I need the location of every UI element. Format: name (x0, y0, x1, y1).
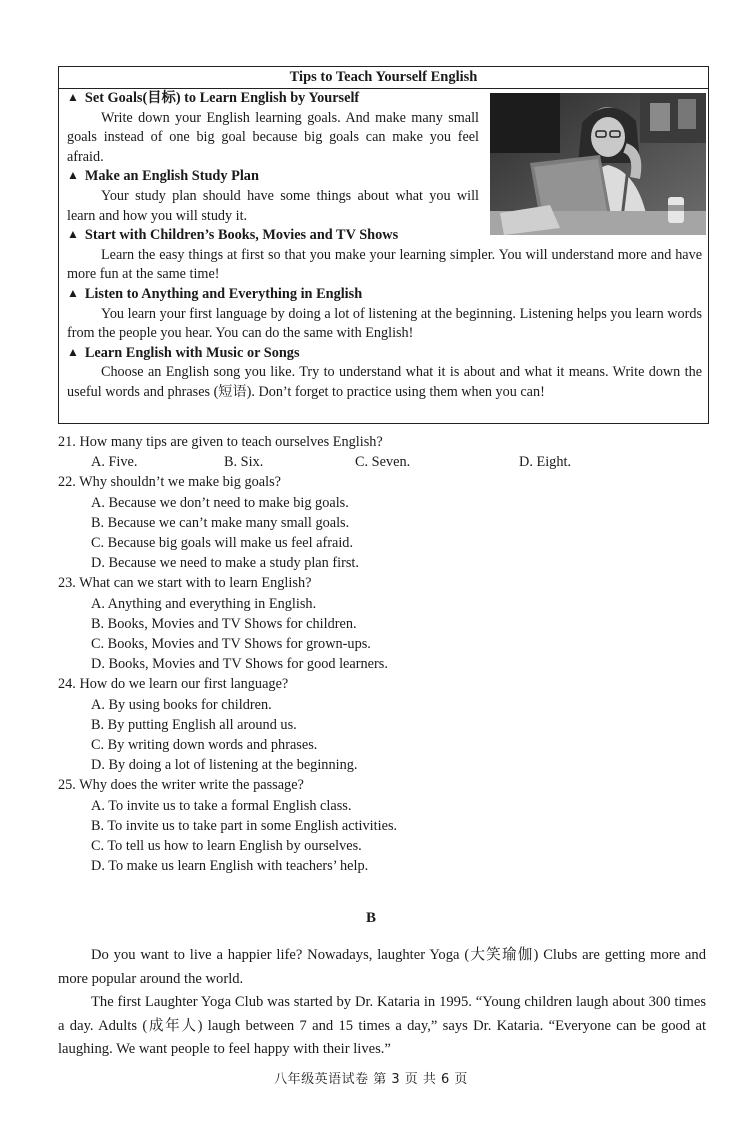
option-b: B. To invite us to take part in some English activities. (91, 817, 398, 834)
tip-text: Learn the easy things at first so that you make your learning simpler. You will understand more and have more fun at the same time! (67, 246, 702, 283)
photo-illustration (490, 93, 706, 235)
question-24 (58, 674, 718, 775)
options-row (58, 452, 718, 472)
option-b: B. Because we can’t make many small goals. (91, 514, 350, 531)
question-25 (58, 775, 718, 876)
triangle-bullet-icon: ▲ (67, 168, 79, 183)
passage-paragraph: Do you want to live a happier life? Nowadays, laughter Yoga (大笑瑜伽) Clubs are getting more and more popular around the world. (58, 947, 706, 987)
option-a: A. By using books for children. (91, 696, 272, 713)
tip-heading-text: Learn English with Music or Songs (84, 344, 300, 361)
passage-b (58, 944, 706, 1062)
option-b: B. By putting English all around us. (91, 716, 297, 733)
option-d: D. By doing a lot of listening at the beginning. (91, 757, 358, 774)
triangle-bullet-icon: ▲ (67, 285, 79, 300)
option-b: B. Six. (224, 454, 264, 471)
tips-body (59, 89, 708, 403)
tip-heading (67, 285, 702, 305)
option-d: D. Eight. (519, 454, 572, 471)
tip-heading-text: Make an English Study Plan (84, 168, 259, 185)
tip-heading-text: Start with Children’s Books, Movies and TV Shows (84, 227, 399, 244)
section-b-heading: B (365, 910, 376, 926)
page-footer: 八年级英语试卷 第 3 页 共 6 页 (274, 1072, 468, 1087)
question-stem: 25. Why does the writer write the passage? (58, 777, 304, 794)
option-d: D. Books, Movies and TV Shows for good learners. (91, 656, 388, 673)
option-d: D. To make us learn English with teachers’ help. (91, 858, 369, 875)
question-stem: 22. Why shouldn’t we make big goals? (58, 474, 282, 491)
option-b: B. Books, Movies and TV Shows for children. (91, 615, 357, 632)
question-22 (58, 472, 718, 573)
tip-text: Write down your English learning goals. And make many small goals instead of one big goal because big goals can make you feel afraid. (67, 109, 479, 165)
tips-title: Tips to Teach Yourself English (59, 67, 708, 89)
tip-heading-text: Set Goals(目标) to Learn English by Yourself (84, 90, 360, 106)
tip-text: Your study plan should have some things about what you will learn and how you will study it. (67, 187, 479, 224)
tip-text: Choose an English song you like. Try to understand what it is about and what it means. Write down the useful words and phrases (短语). Don’t forget to practice using them when you can! (67, 364, 702, 400)
option-c: C. By writing down words and phrases. (91, 737, 318, 754)
passage-paragraph: The first Laughter Yoga Club was started by Dr. Kataria in 1995. “Young children laugh about 300 times a day. Adults (成年人) laugh between 7 and 15 times a day,” says Dr. Kataria. “Everyone can be good at laughing. We want people to feel happy with their lives.” (58, 994, 706, 1057)
option-c: C. Books, Movies and TV Shows for grown-ups. (91, 636, 371, 653)
option-d: D. Because we need to make a study plan first. (91, 555, 359, 572)
tip-4 (67, 285, 702, 344)
option-a: A. Five. (91, 454, 138, 471)
tip-heading-text: Listen to Anything and Everything in English (84, 285, 363, 302)
questions-list (58, 432, 718, 876)
option-c: C. To tell us how to learn English by ourselves. (91, 838, 362, 855)
tip-heading (67, 344, 702, 364)
tip-5 (67, 344, 702, 403)
tip-text: You learn your first language by doing a lot of listening at the beginning. Listening helps you learn words from the people you hear. You can do the same with English! (67, 305, 702, 342)
triangle-bullet-icon: ▲ (67, 90, 79, 104)
triangle-bullet-icon: ▲ (67, 344, 79, 359)
option-c: C. Seven. (355, 454, 411, 471)
option-a: A. Because we don’t need to make big goals. (91, 494, 349, 511)
option-c: C. Because big goals will make us feel afraid. (91, 535, 354, 552)
option-a: A. To invite us to take a formal English class. (91, 797, 352, 814)
triangle-bullet-icon: ▲ (67, 227, 79, 242)
question-stem: 24. How do we learn our first language? (58, 676, 289, 693)
question-21 (58, 432, 718, 472)
woman-laptop-photo (490, 93, 706, 235)
question-stem: 23. What can we start with to learn English? (58, 575, 312, 592)
question-23 (58, 573, 718, 674)
option-a: A. Anything and everything in English. (91, 595, 317, 612)
tips-box (58, 66, 709, 424)
question-stem: 21. How many tips are given to teach ourselves English? (58, 434, 383, 450)
